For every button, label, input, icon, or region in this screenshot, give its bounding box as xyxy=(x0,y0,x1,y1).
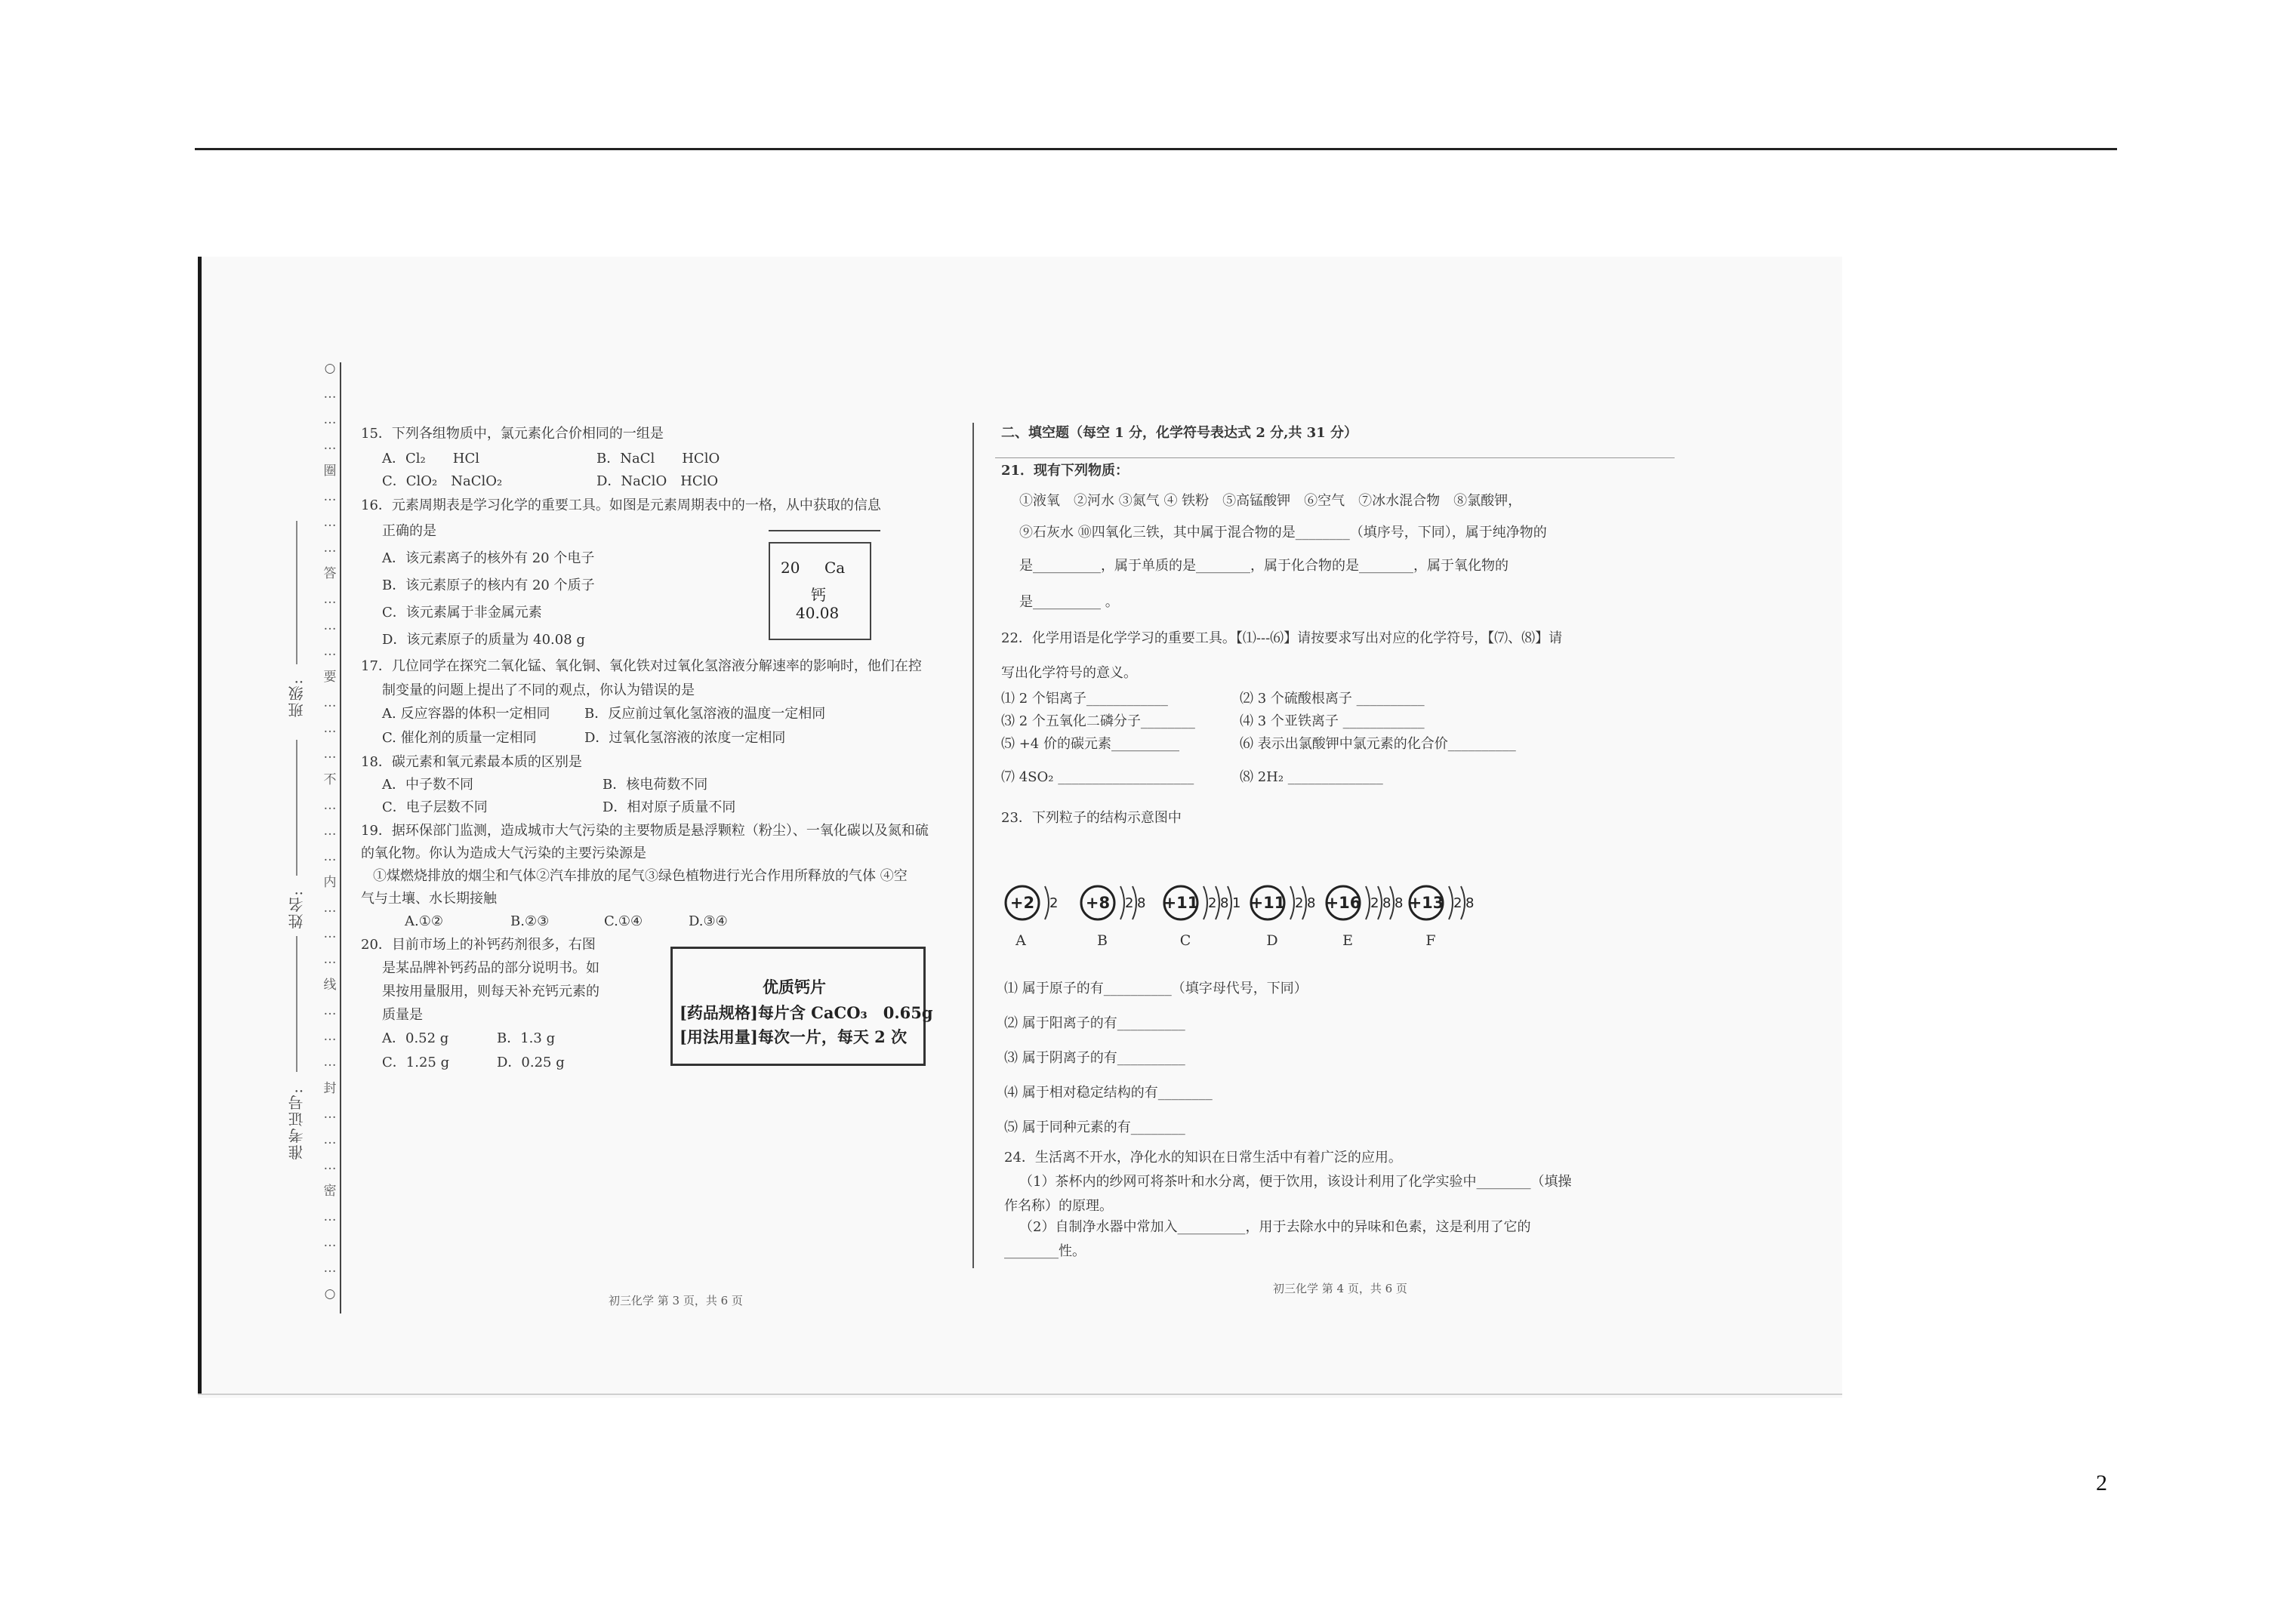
q16-option-c: C．该元素属于非金属元素 xyxy=(382,605,542,621)
q22-item-4: ⑷ 3 个亚铁离子 ____________ xyxy=(1240,713,1425,729)
binding-char: 不 xyxy=(323,771,337,787)
electron-count: 2 xyxy=(1295,895,1304,911)
class-blank xyxy=(296,521,297,664)
atom-diagram-D xyxy=(1250,886,1316,949)
q19-stem: 19．据环保部门监测，造成城市大气污染的主要物质是悬浮颗粒（粉尘）、一氧化碳以及氮和硫 xyxy=(361,823,929,839)
q19-stem-3: ①煤燃烧排放的烟尘和气体②汽车排放的尾气③绿色植物进行光合作用所释放的气体 ④空 xyxy=(373,868,908,884)
q24-item-1: （1）茶杯内的纱网可将茶叶和水分离，便于饮用，该设计利用了化学实验中________（填操 xyxy=(1019,1174,1572,1190)
q18-option-c: C．电子层数不同 xyxy=(382,799,488,815)
section-rule xyxy=(995,457,1675,458)
nucleus-charge: +8 xyxy=(1085,894,1111,912)
q15-option-b: B．NaCl HClO xyxy=(596,451,720,467)
electron-shell-arc xyxy=(1203,886,1207,919)
electron-shell-arc xyxy=(1366,886,1370,919)
q24-item-2-cont: ________性。 xyxy=(1004,1243,1086,1259)
atom-diagram-B xyxy=(1081,886,1145,949)
name-blank xyxy=(296,740,297,876)
periodic-atomic-number: 20 xyxy=(781,559,800,577)
electron-shell-arc xyxy=(1290,886,1294,919)
binding-char: … xyxy=(323,617,337,633)
binding-char: … xyxy=(323,1003,337,1019)
page-number: 2 xyxy=(2096,1471,2107,1495)
page-divider xyxy=(972,423,974,1268)
q20-option-c: C．1.25 g xyxy=(382,1055,450,1070)
q17-option-b: B．反应前过氧化氢溶液的温度一定相同 xyxy=(584,706,826,722)
q20-option-a: A．0.52 g xyxy=(382,1030,449,1046)
calcium-label-title: 优质钙片 xyxy=(763,978,826,996)
electron-count: 8 xyxy=(1395,895,1404,911)
electron-count: 8 xyxy=(1220,895,1229,911)
nucleus-charge: +11 xyxy=(1250,894,1286,912)
binding-char: … xyxy=(323,1234,337,1250)
binding-char: … xyxy=(323,489,337,505)
q17-option-c: C. 催化剂的质量一定相同 xyxy=(382,730,537,746)
binding-seal-text xyxy=(322,362,338,1313)
q22-item-5: ⑸ +4 价的碳元素__________ xyxy=(1001,736,1179,752)
q16-option-a: A．该元素离子的核外有 20 个电子 xyxy=(382,550,595,566)
binding-char: 要 xyxy=(323,669,337,685)
section-title: 二、填空题（每空 1 分，化学符号表达式 2 分,共 31 分） xyxy=(1001,425,1358,441)
q16-option-b: B．该元素原子的核内有 20 个质子 xyxy=(382,577,595,593)
periodic-symbol: Ca xyxy=(824,559,846,577)
q19-stem-2: 的氧化物。你认为造成大气污染的主要污染源是 xyxy=(361,845,646,861)
electron-count: 8 xyxy=(1382,895,1391,911)
q20-stem-4: 质量是 xyxy=(382,1007,423,1023)
atom-label: B xyxy=(1097,932,1108,949)
exam-id-label: 准考证号: xyxy=(288,1087,306,1160)
q22-item-7: ⑺ 4SO₂ ____________________ xyxy=(1001,769,1194,785)
q22-item-6: ⑹ 表示出氯酸钾中氯元素的化合价__________ xyxy=(1240,736,1516,752)
q18-option-a: A．中子数不同 xyxy=(382,777,473,793)
binding-char: … xyxy=(323,746,337,762)
calcium-label-dosage: [用法用量]每次一片，每天 2 次 xyxy=(680,1027,908,1046)
binding-char: … xyxy=(323,797,337,813)
q21-line-4: 是__________ 。 xyxy=(1019,594,1119,610)
binding-char: 内 xyxy=(323,875,337,891)
q19-option-b: B.②③ xyxy=(510,913,550,929)
atom-diagram-A xyxy=(1006,886,1058,949)
q20-stem-2: 是某品牌补钙药品的部分说明书。如 xyxy=(382,960,599,976)
q16-option-d: D．该元素原子的质量为 40.08 g xyxy=(382,632,585,648)
q22-item-1: ⑴ 2 个铝离子____________ xyxy=(1001,691,1168,707)
q19-option-c: C.①④ xyxy=(604,913,643,929)
q17-option-a: A. 反应容器的体积一定相同 xyxy=(382,706,550,722)
binding-char: … xyxy=(323,694,337,710)
atom-label: F xyxy=(1425,932,1436,949)
q22-item-3: ⑶ 2 个五氧化二磷分子________ xyxy=(1001,713,1195,729)
q22-item-2: ⑵ 3 个硫酸根离子 __________ xyxy=(1240,691,1425,707)
top-rule xyxy=(195,148,2117,150)
atom-diagram-F xyxy=(1409,886,1475,949)
q21-line-2: ⑨石灰水 ⑩四氧化三铁，其中属于混合物的是________（填序号，下同），属于纯净物的 xyxy=(1019,525,1547,540)
binding-char: … xyxy=(323,515,337,531)
q22-item-8: ⑻ 2H₂ ______________ xyxy=(1240,769,1383,785)
scan-edge xyxy=(198,257,202,1395)
nucleus-charge: +11 xyxy=(1163,894,1199,912)
q21-line-1: ①液氧 ②河水 ③氮气 ④ 铁粉 ⑤高锰酸钾 ⑥空气 ⑦冰水混合物 ⑧氯酸钾， xyxy=(1019,493,1522,509)
class-label: 班级: xyxy=(288,678,306,718)
binding-char: 线 xyxy=(323,978,337,993)
binding-char: … xyxy=(323,438,337,454)
atom-label: E xyxy=(1342,932,1353,949)
atom-label: A xyxy=(1015,932,1026,949)
q24-item-2: （2）自制净水器中常加入__________，用于去除水中的异味和色素，这是利用了它的 xyxy=(1019,1219,1531,1235)
binding-char: ○ xyxy=(324,1286,336,1301)
atom-label: D xyxy=(1266,932,1278,949)
q23-item-1: ⑴ 属于原子的有__________（填字母代号，下同） xyxy=(1004,981,1308,996)
binding-char: … xyxy=(323,720,337,736)
binding-char: … xyxy=(323,592,337,608)
binding-char: … xyxy=(323,1055,337,1070)
binding-char: … xyxy=(323,901,337,916)
electron-count: 2 xyxy=(1370,895,1379,911)
q23-item-2: ⑵ 属于阳离子的有__________ xyxy=(1004,1015,1185,1031)
q18-option-b: B．核电荷数不同 xyxy=(603,777,708,793)
left-page-footer: 初三化学 第 3 页，共 6 页 xyxy=(609,1294,743,1307)
q15-option-c: C．ClO₂ NaClO₂ xyxy=(382,473,503,489)
binding-char: … xyxy=(323,643,337,659)
q24-item-1-cont: 作名称）的原理。 xyxy=(1004,1198,1113,1214)
nucleus-charge: +16 xyxy=(1325,894,1361,912)
name-label: 姓名: xyxy=(288,889,306,929)
binding-char: … xyxy=(323,1157,337,1173)
q17-stem-cont: 制变量的问题上提出了不同的观点，你认为错误的是 xyxy=(382,682,695,698)
q16-stem: 16．元素周期表是学习化学的重要工具。如图是元素周期表中的一格，从中获取的信息 xyxy=(361,497,881,513)
electron-count: 8 xyxy=(1307,895,1316,911)
q15-option-a: A．Cl₂ HCl xyxy=(382,451,479,467)
binding-char: … xyxy=(323,412,337,428)
binding-char: … xyxy=(323,823,337,839)
electron-count: 2 xyxy=(1049,895,1059,911)
q20-option-b: B．1.3 g xyxy=(497,1030,556,1046)
periodic-name: 钙 xyxy=(811,586,826,604)
binding-char: … xyxy=(323,1029,337,1045)
binding-char: 封 xyxy=(323,1080,337,1096)
nucleus-charge: +2 xyxy=(1009,894,1035,912)
electron-shell-arc xyxy=(1120,886,1124,919)
q17-stem: 17．几位同学在探究二氧化锰、氧化铜、氧化铁对过氧化氢溶液分解速率的影响时，他们在控 xyxy=(361,658,922,674)
q15-option-d: D．NaClO HClO xyxy=(596,473,719,489)
q19-stem-4: 气与土壤、水长期接触 xyxy=(361,891,497,907)
binding-char: … xyxy=(323,1260,337,1276)
binding-line xyxy=(340,362,341,1313)
binding-char: … xyxy=(323,849,337,865)
q15-stem: 15．下列各组物质中，氯元素化合价相同的一组是 xyxy=(361,426,664,442)
scan-edge-bottom xyxy=(198,1394,1842,1395)
periodic-mass: 40.08 xyxy=(796,604,840,622)
electron-count: 1 xyxy=(1232,895,1241,911)
binding-char: … xyxy=(323,1209,337,1224)
binding-char: … xyxy=(323,387,337,402)
electron-count: 2 xyxy=(1208,895,1217,911)
atom-diagram-E xyxy=(1326,886,1404,949)
electron-count: 8 xyxy=(1137,895,1146,911)
q21-stem: 21．现有下列物质： xyxy=(1001,463,1130,479)
binding-char: 圈 xyxy=(323,463,337,479)
nucleus-charge: +13 xyxy=(1408,894,1444,912)
calcium-label-spec: [药品规格]每片含 CaCO₃ 0.65g xyxy=(680,1003,933,1022)
q22-stem: 22．化学用语是化学学习的重要工具。【⑴---⑹】请按要求写出对应的化学符号，【⑺、⑻】请 xyxy=(1001,630,1563,646)
atom-structure-diagrams xyxy=(1000,871,1498,947)
q19-option-d: D.③④ xyxy=(689,913,728,929)
q18-stem: 18．碳元素和氧元素最本质的区别是 xyxy=(361,754,582,770)
q20-stem-3: 果按用量服用，则每天补充钙元素的 xyxy=(382,984,599,999)
electron-count: 8 xyxy=(1465,895,1475,911)
q23-item-4: ⑷ 属于相对稳定结构的有________ xyxy=(1004,1085,1213,1101)
electron-shell-arc xyxy=(1449,886,1453,919)
q19-option-a: A.①② xyxy=(405,913,443,929)
q17-option-d: D．过氧化氢溶液的浓度一定相同 xyxy=(584,730,786,746)
q20-stem: 20．目前市场上的补钙药剂很多，右图 xyxy=(361,937,596,953)
electron-count: 2 xyxy=(1125,895,1134,911)
binding-char: … xyxy=(323,952,337,968)
q20-option-d: D．0.25 g xyxy=(497,1055,565,1070)
q24-stem: 24．生活离不开水，净化水的知识在日常生活中有着广泛的应用。 xyxy=(1004,1150,1402,1166)
atom-diagram-C xyxy=(1163,886,1241,949)
atom-label: C xyxy=(1179,932,1191,949)
binding-char: … xyxy=(323,540,337,556)
binding-char: … xyxy=(323,1132,337,1147)
exam-id-blank xyxy=(296,936,297,1072)
electron-count: 2 xyxy=(1453,895,1462,911)
q18-option-d: D．相对原子质量不同 xyxy=(603,799,736,815)
q16-stem-cont: 正确的是 xyxy=(382,523,436,539)
binding-char: ○ xyxy=(324,361,336,376)
q23-item-5: ⑸ 属于同种元素的有________ xyxy=(1004,1119,1185,1135)
binding-char: 密 xyxy=(323,1183,337,1199)
binding-char: … xyxy=(323,926,337,942)
q23-stem: 23．下列粒子的结构示意图中 xyxy=(1001,810,1182,826)
q21-line-3: 是__________，属于单质的是________，属于化合物的是________，属于氧化物的 xyxy=(1019,558,1509,574)
right-page-footer: 初三化学 第 4 页，共 6 页 xyxy=(1273,1282,1407,1295)
binding-char: … xyxy=(323,1106,337,1122)
q23-item-3: ⑶ 属于阴离子的有__________ xyxy=(1004,1050,1185,1066)
binding-char: 答 xyxy=(323,566,337,582)
electron-shell-arc xyxy=(1045,886,1049,919)
q22-stem-2: 写出化学符号的意义。 xyxy=(1001,665,1137,681)
